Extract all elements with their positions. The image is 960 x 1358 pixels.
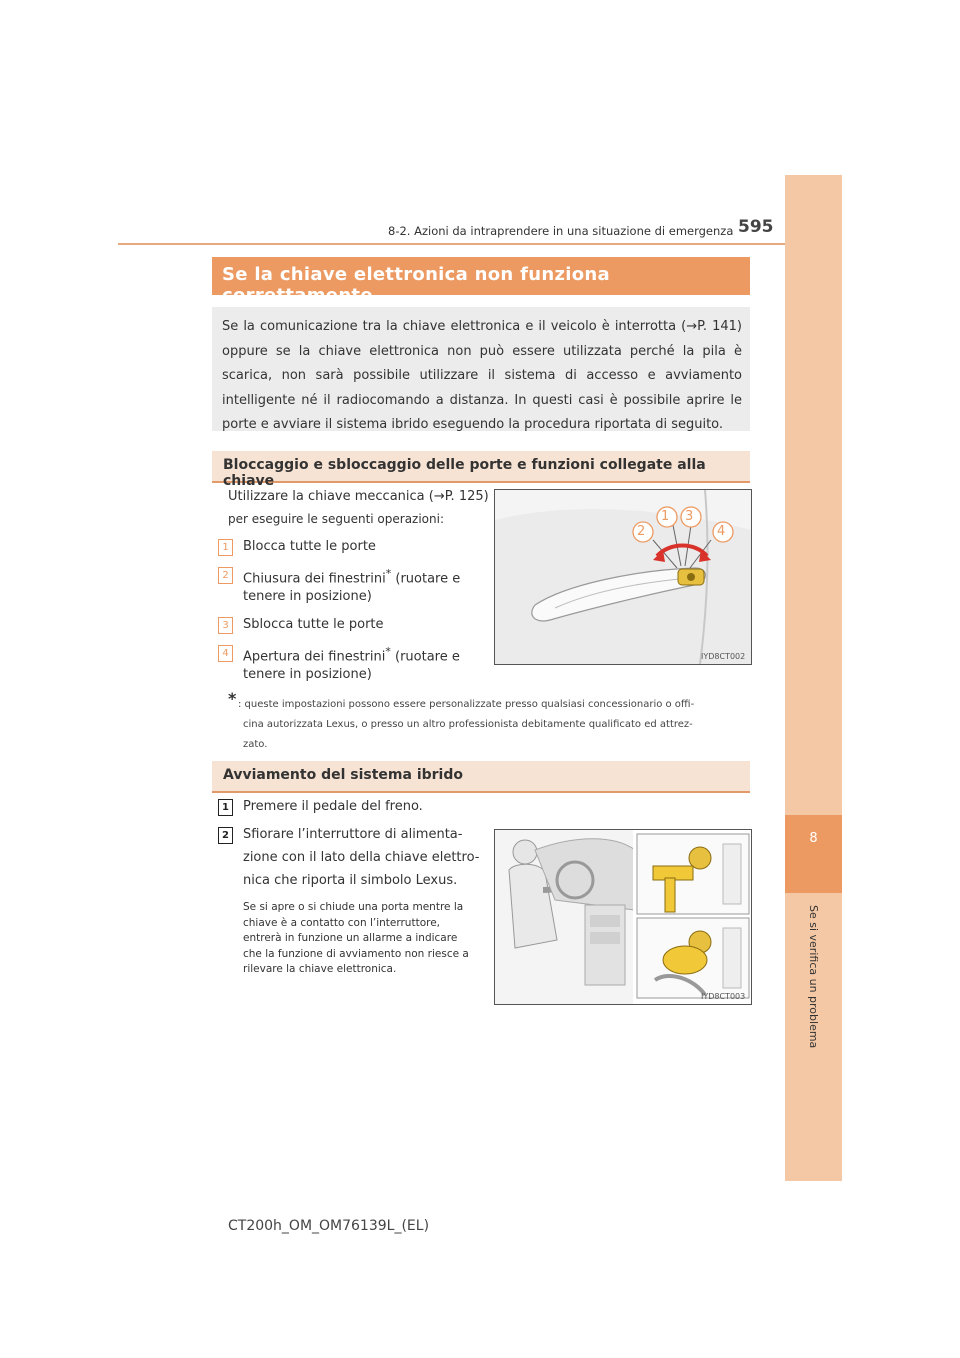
footnote-mark: * xyxy=(385,567,392,580)
hybrid-start-illustration xyxy=(494,829,752,1005)
page-title-bar xyxy=(212,257,750,306)
item-text xyxy=(243,567,480,586)
item-text-line2: tenere in posizione) xyxy=(243,667,372,682)
section-heading-hybrid-start xyxy=(212,761,750,793)
step-text: Premere il pedale del freno. xyxy=(243,799,423,814)
item-number-badge: 1 xyxy=(218,539,233,556)
item-text xyxy=(243,645,480,664)
note-line: rilevare la chiave elettronica. xyxy=(243,963,397,975)
footnote-mark: * xyxy=(385,645,391,658)
note-line: Se si apre o si chiude una porta mentre la xyxy=(243,901,464,913)
item-text: Sblocca tutte le porte xyxy=(243,617,384,632)
item-text-line2: tenere in posizione) xyxy=(243,589,372,604)
interior-drawing xyxy=(495,830,751,1004)
item-text-suffix: (ruotare e xyxy=(391,571,461,587)
item-text: Blocca tutte le porte xyxy=(243,539,376,554)
section-heading-doors xyxy=(212,451,750,489)
figure-label: 2 xyxy=(637,524,646,539)
intro-box xyxy=(212,307,750,431)
section-heading-hybrid-start-text: Avviamento del sistema ibrido xyxy=(223,767,463,783)
intro-text: Se la comunicazione tra la chiave elettronica e il veicolo è interrotta (→P. 141) oppure se la chiave elettronica non può essere utilizzata perché la pila è scarica, non sarà possibile utilizzare il sistema di accesso e avviamento intelligente né il radiocomando a distanza. In questi casi è possibile aprire le porte e avviare il sistema ibrido eseguendo la procedura riportata di seguito. xyxy=(222,319,742,432)
section-heading-doors-text: Bloccaggio e sbloccaggio delle porte e funzioni collegate alla chiave xyxy=(223,457,706,489)
chapter-title: Se si verifica un problema xyxy=(807,905,820,1049)
door-handle-drawing xyxy=(495,490,751,664)
section1-lead-line1: Utilizzare la chiave meccanica (→P. 125) xyxy=(228,489,489,504)
figure-label: 4 xyxy=(717,524,726,539)
header-rule xyxy=(118,243,785,245)
figure-code: IYD8CT002 xyxy=(701,652,746,661)
step-text: Sfiorare l’interruttore di alimenta- xyxy=(243,827,463,842)
figure-code: IYD8CT003 xyxy=(701,992,746,1001)
footnote-mark: * xyxy=(228,689,237,708)
item-number-badge: 3 xyxy=(218,617,233,634)
step-text: nica che riporta il simbolo Lexus. xyxy=(243,873,458,888)
note-line: che la funzione di avviamento non riesce a xyxy=(243,947,469,960)
chapter-title-wrap xyxy=(806,905,820,1135)
footnote-line: : queste impostazioni possono essere personalizzate presso qualsiasi concessionario o offi- xyxy=(238,699,695,710)
chapter-number-tab xyxy=(785,815,842,893)
step-note xyxy=(243,900,469,978)
item-number-badge: 4 xyxy=(218,645,233,662)
document-code-footer: CT200h_OM_OM76139L_(EL) xyxy=(228,1218,430,1234)
footnote-line: zato. xyxy=(243,739,268,750)
step-number-badge: 1 xyxy=(218,799,233,816)
door-handle-illustration xyxy=(494,489,752,665)
figure-label: 1 xyxy=(661,509,670,524)
item-text-suffix: (ruotare e xyxy=(390,649,460,665)
item-number-badge: 2 xyxy=(218,567,233,584)
page-number: 595 xyxy=(738,217,774,237)
page-title: Se la chiave elettronica non funziona correttamente xyxy=(222,264,610,306)
footnote-line: cina autorizzata Lexus, o presso un altro professionista debitamente qualificato ed attrez- xyxy=(243,719,693,730)
step-text: zione con il lato della chiave elettro- xyxy=(243,850,480,865)
item-text-main: Apertura dei finestrini xyxy=(243,649,386,665)
note-line: chiave è a contatto con l’interruttore, xyxy=(243,916,440,929)
note-line: entrerà in funzione un allarme a indicare xyxy=(243,932,458,944)
section-reference: 8-2. Azioni da intraprendere in una situazione di emergenza xyxy=(388,224,734,238)
item-text-main: Chiusura dei finestrini xyxy=(243,571,386,587)
step-number-badge: 2 xyxy=(218,827,233,844)
figure-label: 3 xyxy=(685,509,694,524)
section1-lead-line2: per eseguire le seguenti operazioni: xyxy=(228,512,445,526)
chapter-number: 8 xyxy=(809,831,818,846)
